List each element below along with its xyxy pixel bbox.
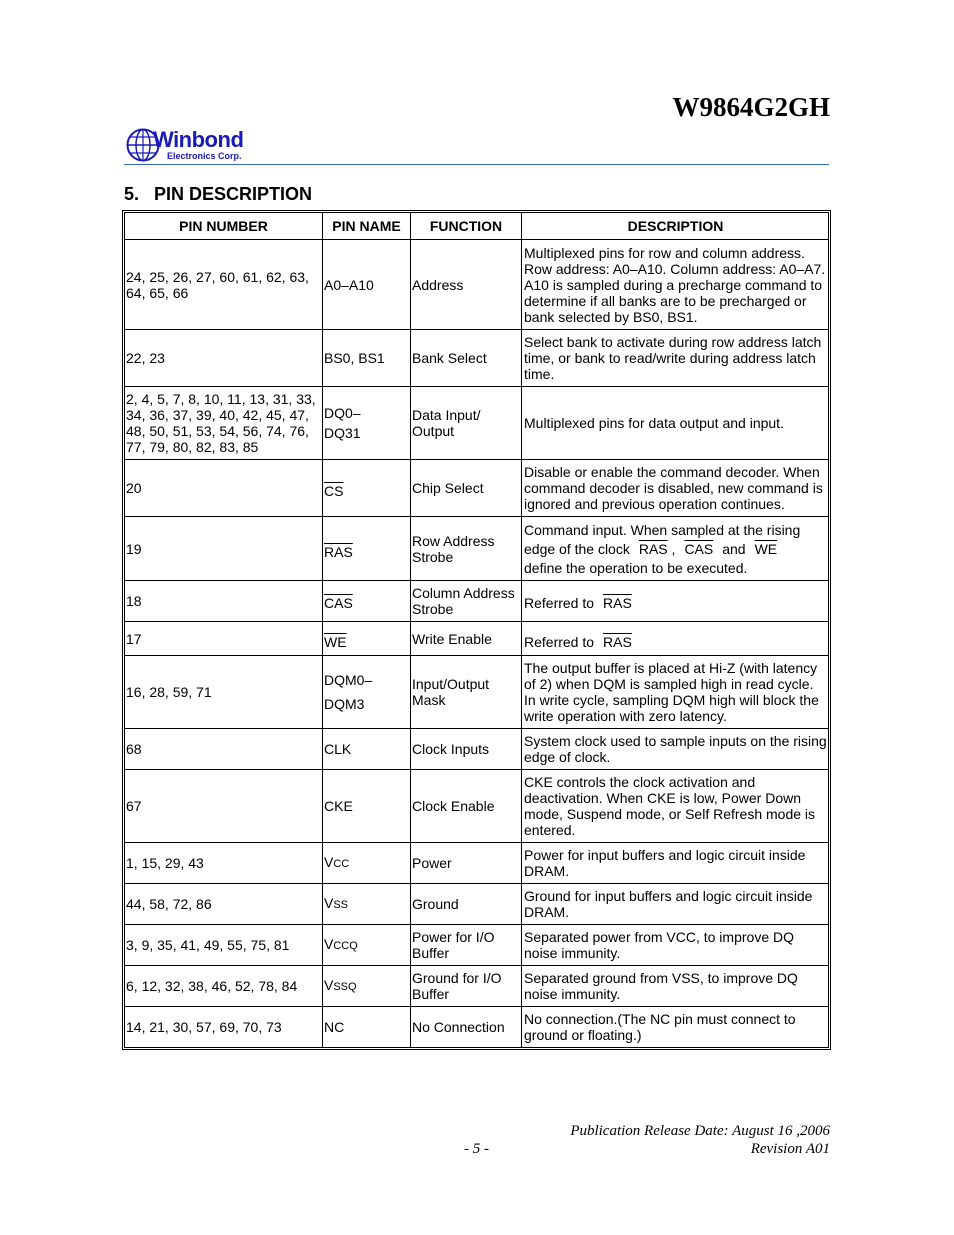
function-cell: Address: [411, 240, 522, 330]
pin-name-cell: BS0, BS1: [323, 330, 411, 387]
function-cell: Bank Select: [411, 330, 522, 387]
pin-name-cell: [323, 581, 411, 622]
description-cell: The output buffer is placed at Hi-Z (with latency of 2) when DQM is sampled high in read cycle. In write cycle, sampling DQM high will block the write operation with zero latency.: [522, 656, 829, 729]
pin-name-line2: DQM3: [324, 696, 365, 712]
description-cell: Separated ground from VSS, to improve DQ noise immunity.: [522, 966, 829, 1007]
table-header-row: [125, 213, 829, 240]
pin-name-cell: CLK: [323, 729, 411, 770]
part-number-title: W9864G2GH: [672, 92, 830, 122]
section-title: PIN DESCRIPTION: [154, 184, 313, 204]
pin-name-main: V: [324, 936, 334, 952]
separator-and: and: [722, 540, 746, 557]
pin-name-cell: [323, 656, 411, 729]
pin-table-frame: [122, 210, 831, 1050]
revision-label: Revision A01: [750, 1141, 830, 1157]
logo-wordmark: Winbond: [153, 127, 244, 152]
pin-name-line2: DQ31: [324, 425, 361, 441]
pin-name-signal: $\overline{CS}$: [324, 483, 344, 499]
pin-description-table: [124, 212, 829, 1048]
function-cell: Clock Enable: [411, 770, 522, 843]
description-cell: Select bank to activate during row address latch time, or bank to read/write during address latch time.: [522, 330, 829, 387]
pin-name-signal: $\overline{WE}$: [324, 633, 347, 650]
description-cell: [522, 622, 829, 656]
col-header-pin-number: PIN NUMBER: [125, 213, 323, 240]
pin-name-cell: [323, 387, 411, 460]
table-row: [125, 770, 829, 843]
description-cell: [522, 581, 829, 622]
signal-we: $\overline{WE}$: [754, 540, 778, 557]
function-cell: Power for I/O Buffer: [411, 925, 522, 966]
description-text: Referred to: [524, 633, 595, 650]
function-cell: Power: [411, 843, 522, 884]
function-cell: No Connection: [411, 1007, 522, 1048]
pin-name-subscript: SS: [333, 899, 349, 911]
winbond-logo: [126, 126, 256, 164]
function-cell: Input/Output Mask: [411, 656, 522, 729]
pin-name-cell: [323, 925, 411, 966]
pin-number-cell: 67: [125, 770, 323, 843]
header-rule: [124, 164, 829, 165]
col-header-pin-name: PIN NAME: [323, 213, 411, 240]
description-cell: No connection.(The NC pin must connect to ground or floating.): [522, 1007, 829, 1048]
description-line3: define the operation to be executed.: [524, 559, 748, 576]
pin-name-main: V: [324, 977, 334, 993]
pin-name-subscript: SSQ: [333, 981, 357, 993]
pin-number-cell: 44, 58, 72, 86: [125, 884, 323, 925]
description-cell: Multiplexed pins for row and column address. Row address: A0–A10. Column address: A0–A7. A10 is sampled during a precharge command to determine if all banks are to be precharged or bank selected by BS0, BS1.: [522, 240, 829, 330]
publication-date: Publication Release Date: August 16 ,2006: [570, 1123, 830, 1139]
table-row: [125, 925, 829, 966]
table-row: [125, 843, 829, 884]
pin-name-signal: $\overline{CAS}$: [324, 595, 353, 611]
description-cell: CKE controls the clock activation and deactivation. When CKE is low, Power Down mode, Suspend mode, or Self Refresh mode is entered.: [522, 770, 829, 843]
pin-number-cell: 22, 23: [125, 330, 323, 387]
table-row: [125, 460, 829, 517]
signal-cas: $\overline{CAS}$: [684, 540, 714, 557]
signal-ras: $\overline{RAS}$: [603, 633, 632, 650]
pin-number-cell: 24, 25, 26, 27, 60, 61, 62, 63, 64, 65, 66: [125, 240, 323, 330]
pin-number-cell: 6, 12, 32, 38, 46, 52, 78, 84: [125, 966, 323, 1007]
function-cell: Row Address Strobe: [411, 517, 522, 581]
table-row: [125, 966, 829, 1007]
section-heading: [124, 184, 312, 205]
pin-name-cell: [323, 460, 411, 517]
pin-name-main: V: [324, 854, 334, 870]
pin-number-cell: 20: [125, 460, 323, 517]
description-cell: Power for input buffers and logic circuit inside DRAM.: [522, 843, 829, 884]
description-line1: Command input. When sampled at the rising: [524, 521, 801, 538]
function-cell: Write Enable: [411, 622, 522, 656]
pin-name-cell: CKE: [323, 770, 411, 843]
pin-name-cell: [323, 517, 411, 581]
pin-number-cell: 17: [125, 622, 323, 656]
description-cell: Disable or enable the command decoder. When command decoder is disabled, new command is ignored and previous operation continues.: [522, 460, 829, 517]
description-cell: [522, 517, 829, 581]
pin-name-cell: A0–A10: [323, 240, 411, 330]
table-row: [125, 240, 829, 330]
table-row: [125, 387, 829, 460]
pin-name-signal: $\overline{RAS}$: [324, 543, 353, 560]
pin-name-cell: [323, 966, 411, 1007]
signal-ras: $\overline{RAS}$: [638, 540, 668, 557]
page-number: - 5 -: [464, 1141, 489, 1157]
pin-name-cell: NC: [323, 1007, 411, 1048]
signal-ras: $\overline{RAS}$: [603, 595, 632, 611]
pin-name-subscript: CCQ: [333, 940, 358, 952]
pin-name-line1: DQM0–: [324, 672, 373, 688]
pin-name-cell: [323, 884, 411, 925]
function-cell: Ground: [411, 884, 522, 925]
function-cell: Column Address Strobe: [411, 581, 522, 622]
table-row: [125, 581, 829, 622]
pin-name-subscript: CC: [333, 858, 350, 870]
pin-number-cell: 3, 9, 35, 41, 49, 55, 75, 81: [125, 925, 323, 966]
pin-number-cell: 18: [125, 581, 323, 622]
col-header-function: FUNCTION: [411, 213, 522, 240]
section-number: 5.: [124, 184, 140, 204]
description-cell: System clock used to sample inputs on the rising edge of clock.: [522, 729, 829, 770]
description-cell: Multiplexed pins for data output and input.: [522, 387, 829, 460]
description-text: edge of the clock: [524, 540, 630, 557]
table-row: [125, 1007, 829, 1048]
table-row: [125, 517, 829, 581]
pin-number-cell: 68: [125, 729, 323, 770]
function-cell: Chip Select: [411, 460, 522, 517]
logo-subtitle: Electronics Corp.: [167, 151, 242, 161]
table-row: [125, 330, 829, 387]
pin-number-cell: 16, 28, 59, 71: [125, 656, 323, 729]
pin-number-cell: 14, 21, 30, 57, 69, 70, 73: [125, 1007, 323, 1048]
description-line2: [524, 538, 827, 560]
description-cell: Separated power from VCC, to improve DQ noise immunity.: [522, 925, 829, 966]
separator-comma: ,: [671, 540, 676, 557]
function-cell: Ground for I/O Buffer: [411, 966, 522, 1007]
pin-name-cell: [323, 843, 411, 884]
pin-number-cell: 19: [125, 517, 323, 581]
description-text: Referred to: [524, 595, 595, 611]
description-cell: Ground for input buffers and logic circuit inside DRAM.: [522, 884, 829, 925]
pin-number-cell: 2, 4, 5, 7, 8, 10, 11, 13, 31, 33, 34, 36, 37, 39, 40, 42, 45, 47, 48, 50, 51, 53, 54, 56, 74, 76, 77, 79, 80, 82, 83, 85: [125, 387, 323, 460]
function-cell: Clock Inputs: [411, 729, 522, 770]
pin-number-cell: 1, 15, 29, 43: [125, 843, 323, 884]
table-row: [125, 622, 829, 656]
function-cell: Data Input/ Output: [411, 387, 522, 460]
table-row: [125, 729, 829, 770]
table-row: [125, 656, 829, 729]
col-header-description: DESCRIPTION: [522, 213, 829, 240]
pin-name-line1: DQ0–: [324, 405, 361, 421]
pin-name-cell: [323, 622, 411, 656]
table-row: [125, 884, 829, 925]
pin-name-main: V: [324, 895, 334, 911]
